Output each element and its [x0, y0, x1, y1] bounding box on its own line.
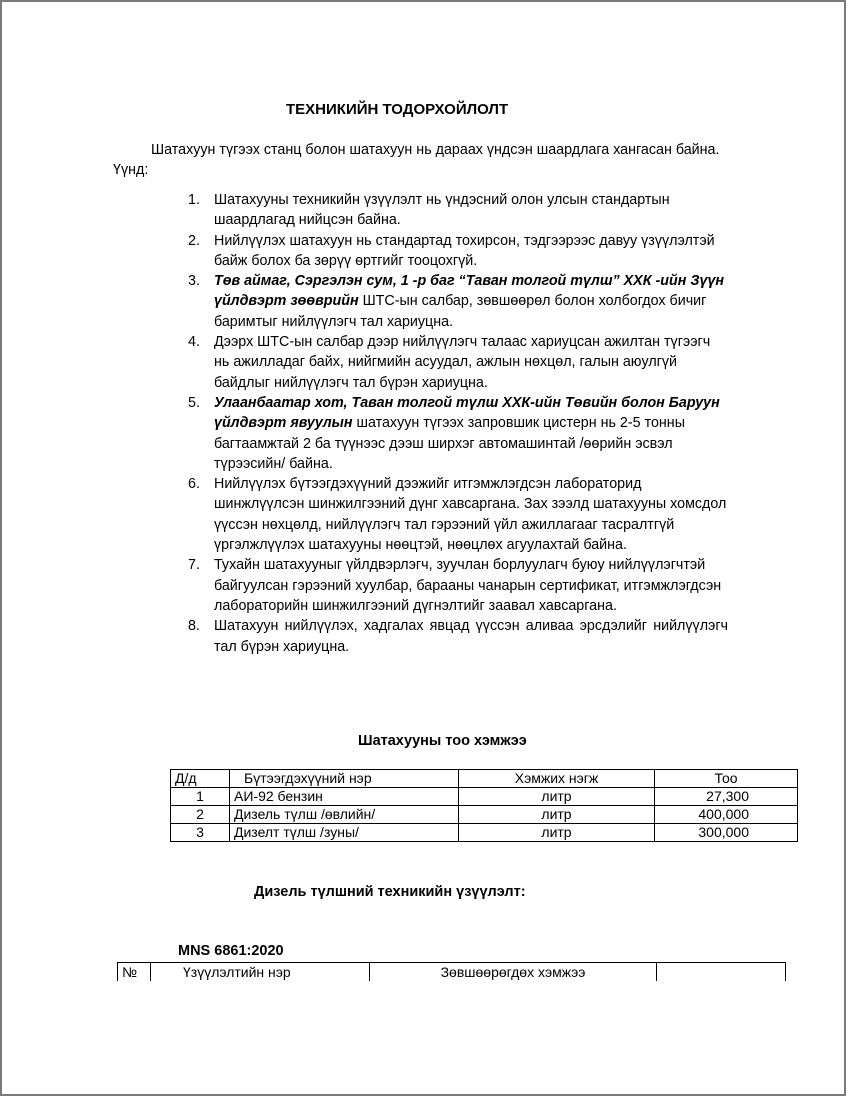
quantity-table: [170, 769, 798, 842]
list-number: 6.: [188, 476, 200, 493]
requirements-list: [188, 190, 728, 657]
requirement-item: [188, 271, 728, 332]
requirement-text: Тухайн шатахууныг үйлдвэрлэгч, зуучлан борлуулагч буюу нийлүүлэгчтэй байгуулсан гэрээний хуулбар, барааны чанарын сертификат, итгэмжлэгдсэн лабораторийн шинжилгээний дүгнэлтийг заавал хавсаргана.: [214, 557, 722, 614]
requirement-text: шатахуун түгээх запровшик цистерн нь 2-5 тонны багтаамжтай 2 ба түүнээс дээш ширхэг автомашинтай /өөрийн эсвэл түрээсийн/ байна.: [214, 415, 685, 472]
requirement-text: Шатахууны техникийн үзүүлэлт нь үндэсний олон улсын стандартын шаардлагад нийцсэн байна.: [214, 192, 670, 229]
requirement-text: Нийлүүлэх бүтээгдэхүүний дээжийг итгэмжлэгдсэн лабораторид шинжлүүлсэн шинжилгээний дүнг хавсаргана. Зах зээлд шатахууны хомсдол үүссэн нөхцөлд, нийлүүлэгч тал гэрээний үйл ажиллагааг тасралтгүй үргэлжлүүлэх шатахууны нөөцтэй, нөөцлөх агуулахтай байна.: [214, 476, 727, 554]
intro-paragraph: Шатахуун түгээх станц болон шатахуун нь дараах үндсэн шаардлага хангасан байна. Үүнд:: [113, 142, 720, 178]
quantity-section-title: Шатахууны тоо хэмжээ: [358, 733, 527, 749]
requirement-item: [188, 555, 728, 616]
table-cell: литр: [459, 788, 655, 806]
requirement-text: Шатахуун нийлүүлэх, хадгалах явцад үүссэн аливаа эрсдэлийг нийлүүлэгч тал бүрэн хариуцна.: [214, 618, 728, 655]
document-title: ТЕХНИКИЙН ТОДОРХОЙЛОЛТ: [286, 101, 509, 118]
list-number: 2.: [188, 232, 200, 249]
list-number: 8.: [188, 618, 200, 635]
header-cell: Зөвшөөрөгдөх хэмжээ: [370, 963, 657, 982]
table-cell: 2: [171, 806, 230, 824]
table-cell: 27,300: [655, 788, 798, 806]
table-cell: 3: [171, 824, 230, 842]
table-cell: АИ-92 бензин: [230, 788, 459, 806]
header-cell: №: [118, 963, 151, 982]
requirement-emphasis: Төв аймаг, Сэргэлэн сум, 1 -р баг “Таван толгой түлш” ХХК -ийн Зүүн үйлдвэрт зөөврийн: [214, 273, 725, 310]
spec-table: [117, 962, 786, 981]
requirement-text: ШТС-ын салбар, зөвшөөрөл болон холбогдох бичиг баримтыг нийлүүлэгч тал хариуцна.: [214, 293, 707, 330]
table-cell: литр: [459, 806, 655, 824]
requirement-item: [188, 190, 728, 231]
table-cell: 1: [171, 788, 230, 806]
table-cell: 400,000: [655, 806, 798, 824]
table-cell: литр: [459, 824, 655, 842]
table-header-row: [171, 770, 798, 788]
list-number: 3.: [188, 273, 200, 290]
table-header-row: [118, 963, 786, 982]
table-cell: Дизелт түлш /зуны/: [230, 824, 459, 842]
header-cell: Хэмжих нэгж: [459, 770, 655, 788]
requirement-item: [188, 393, 728, 474]
table-row: [171, 806, 798, 824]
requirement-text: Дээрх ШТС-ын салбар дээр нийлүүлэгч талаас хариуцсан ажилтан түгээгч нь ажилладаг байх, нийгмийн асуудал, ажлын нөхцөл, галын аюулгүй байдлыг нийлүүлэгч тал бүрэн хариуцна.: [214, 334, 711, 391]
table-cell: Дизель түлш /өвлийн/: [230, 806, 459, 824]
table-row: [171, 788, 798, 806]
table-cell: 300,000: [655, 824, 798, 842]
requirement-item: [188, 474, 728, 555]
diesel-section-title: Дизель түлшний техникийн үзүүлэлт:: [254, 884, 526, 900]
header-cell: Үзүүлэлтийн нэр: [151, 963, 370, 982]
requirement-item: [188, 616, 728, 657]
header-cell: [657, 963, 786, 982]
list-number: 4.: [188, 334, 200, 351]
requirement-emphasis: Улаанбаатар хот, Таван толгой түлш ХХК-ийн Төвийн болон Баруун үйлдвэрт явуулын: [214, 394, 720, 432]
requirement-text: Нийлүүлэх шатахуун нь стандартад тохирсон, тэдгээрээс давуу үзүүлэлтэй байж болох ба зөрүү өртгийг тооцохгүй.: [214, 232, 715, 269]
requirement-item: [188, 332, 728, 393]
table-row: [171, 824, 798, 842]
standard-code: MNS 6861:2020: [178, 943, 284, 959]
header-cell: Д/д: [171, 770, 230, 788]
list-number: 5.: [188, 394, 200, 411]
header-cell: Бүтээгдэхүүний нэр: [230, 770, 459, 788]
list-number: 1.: [188, 192, 200, 208]
header-cell: Тоо: [655, 770, 798, 788]
list-number: 7.: [188, 557, 200, 574]
requirement-item: [188, 231, 728, 272]
